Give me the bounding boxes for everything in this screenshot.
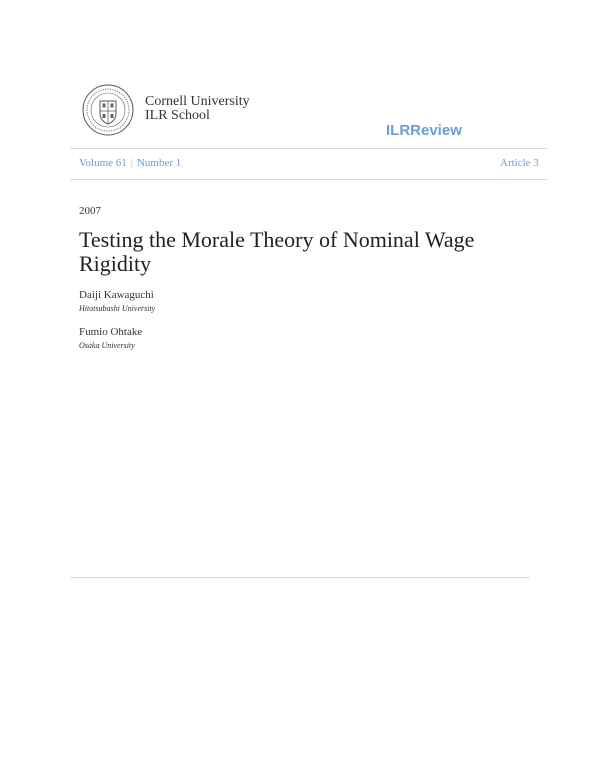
author-name[interactable]: Daiji Kawaguchi: [79, 289, 154, 301]
publication-year: 2007: [79, 205, 101, 217]
breadcrumb-separator: |: [130, 157, 133, 169]
institution-name: Cornell University: [145, 94, 250, 109]
journal-name-link[interactable]: ILRReview: [386, 122, 462, 139]
divider-bottom: [70, 577, 530, 578]
article-number-link[interactable]: Article 3: [500, 157, 539, 169]
author-affiliation: Osaka University: [79, 341, 135, 350]
issue-breadcrumb: [79, 157, 181, 169]
article-title: Testing the Morale Theory of Nominal Wage Rigidity: [79, 227, 475, 276]
divider-top: [70, 148, 547, 149]
author-affiliation: Hitotsubashi University: [79, 304, 156, 313]
number-link[interactable]: Number 1: [136, 157, 182, 169]
volume-link[interactable]: Volume 61: [79, 157, 127, 169]
divider-nav: [70, 179, 547, 180]
author-name[interactable]: Fumio Ohtake: [79, 326, 143, 338]
cornell-seal-icon: [82, 84, 134, 136]
institution-school: ILR School: [145, 108, 210, 123]
